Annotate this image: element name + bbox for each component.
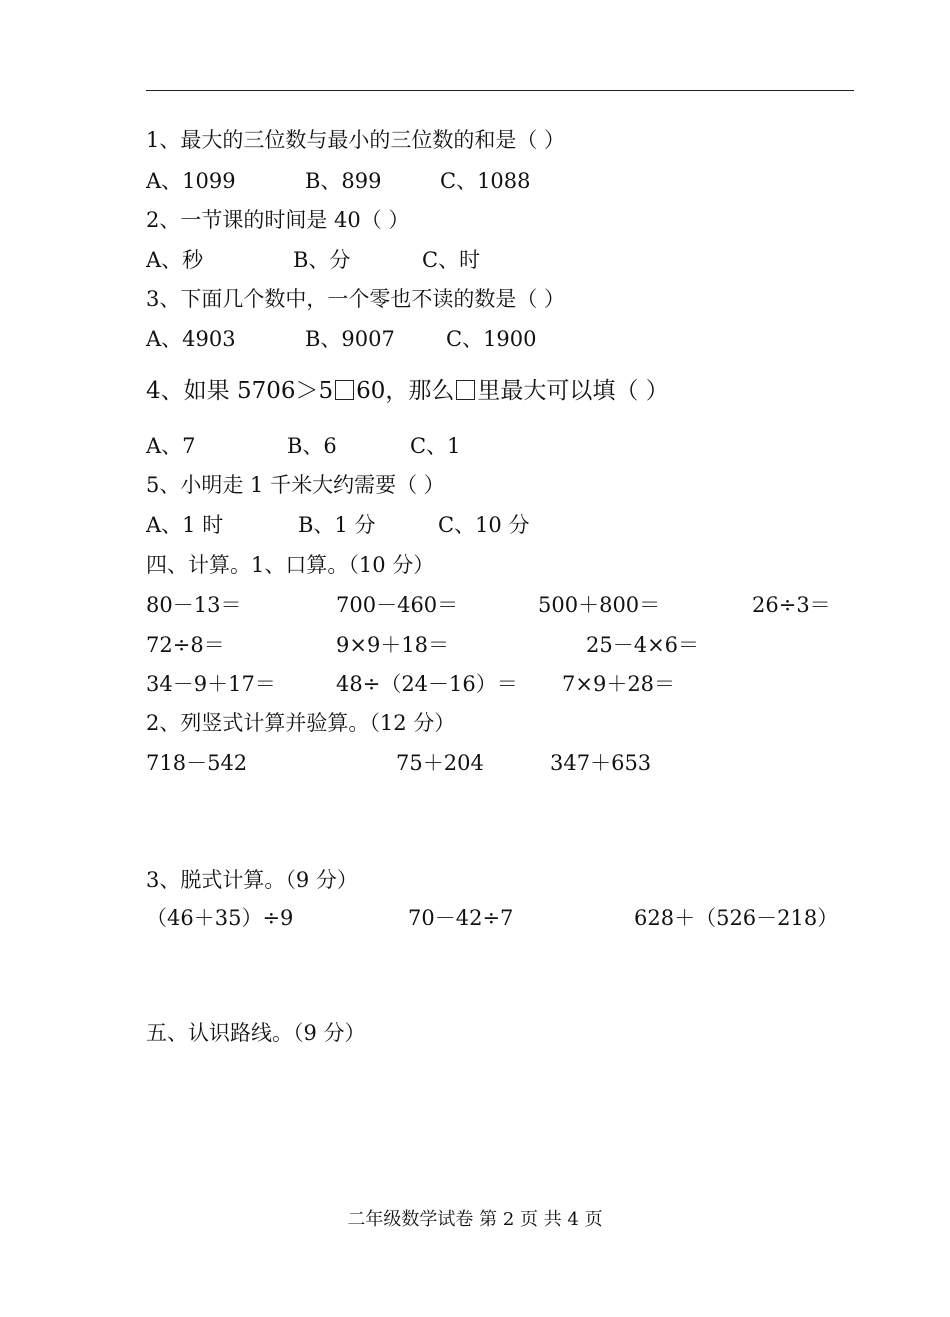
q3-option-a: A、4903 bbox=[146, 327, 236, 351]
stepwise-calc-title: 3、脱式计算。（9 分） bbox=[146, 868, 358, 892]
vertical-calc-title: 2、列竖式计算并验算。（12 分） bbox=[146, 711, 456, 735]
oral-calc: 80－13＝ bbox=[146, 593, 242, 617]
q5-option-a: A、1 时 bbox=[146, 513, 224, 537]
q1-option-a: A、1099 bbox=[146, 169, 236, 193]
question-4 bbox=[146, 378, 669, 404]
blank-box bbox=[456, 380, 475, 400]
q4-prefix: 4、如果 5706＞5 bbox=[146, 378, 334, 404]
oral-calc: 7×9＋28＝ bbox=[562, 672, 676, 696]
vertical-calc: 718－542 bbox=[146, 751, 248, 775]
oral-calc: 500＋800＝ bbox=[538, 593, 661, 617]
stepwise-calc: （46＋35）÷9 bbox=[146, 906, 294, 930]
q2-option-b: B、分 bbox=[293, 248, 351, 272]
blank-box bbox=[335, 380, 354, 400]
q5-option-c: C、10 分 bbox=[438, 513, 530, 537]
oral-calc: 700－460＝ bbox=[336, 593, 459, 617]
q4-option-b: B、6 bbox=[287, 434, 337, 458]
q3-option-b: B、9007 bbox=[305, 327, 395, 351]
q1-option-b: B、899 bbox=[305, 169, 382, 193]
question-2: 2、一节课的时间是 40（ ） bbox=[146, 208, 410, 232]
q2-option-c: C、时 bbox=[422, 248, 481, 272]
vertical-calc: 347＋653 bbox=[550, 751, 652, 775]
question-1: 1、最大的三位数与最小的三位数的和是（ ） bbox=[146, 128, 566, 152]
question-5: 5、小明走 1 千米大约需要（ ） bbox=[146, 473, 445, 497]
stepwise-calc: 628＋（526－218） bbox=[634, 906, 839, 930]
page-footer: 二年级数学试卷 第 2 页 共 4 页 bbox=[347, 1209, 603, 1230]
q1-option-c: C、1088 bbox=[440, 169, 531, 193]
section-4-title: 四、计算。1、口算。（10 分） bbox=[146, 553, 435, 577]
q5-option-b: B、1 分 bbox=[298, 513, 376, 537]
q4-option-a: A、7 bbox=[146, 434, 196, 458]
section-5-title: 五、认识路线。（9 分） bbox=[146, 1021, 366, 1045]
oral-calc: 48÷（24－16）＝ bbox=[336, 672, 518, 696]
header-rule bbox=[146, 90, 854, 91]
q2-option-a: A、秒 bbox=[146, 248, 204, 272]
oral-calc: 26÷3＝ bbox=[752, 593, 831, 617]
q4-suffix: 里最大可以填（ ） bbox=[477, 378, 669, 404]
q3-option-c: C、1900 bbox=[446, 327, 537, 351]
question-3: 3、下面几个数中，一个零也不读的数是（ ） bbox=[146, 287, 566, 311]
q4-option-c: C、1 bbox=[410, 434, 461, 458]
oral-calc: 9×9＋18＝ bbox=[336, 633, 450, 657]
oral-calc: 25－4×6＝ bbox=[586, 633, 700, 657]
q4-middle: 60，那么 bbox=[356, 378, 455, 404]
vertical-calc: 75＋204 bbox=[396, 751, 484, 775]
oral-calc: 34－9＋17＝ bbox=[146, 672, 276, 696]
stepwise-calc: 70－42÷7 bbox=[408, 906, 514, 930]
oral-calc: 72÷8＝ bbox=[146, 633, 225, 657]
